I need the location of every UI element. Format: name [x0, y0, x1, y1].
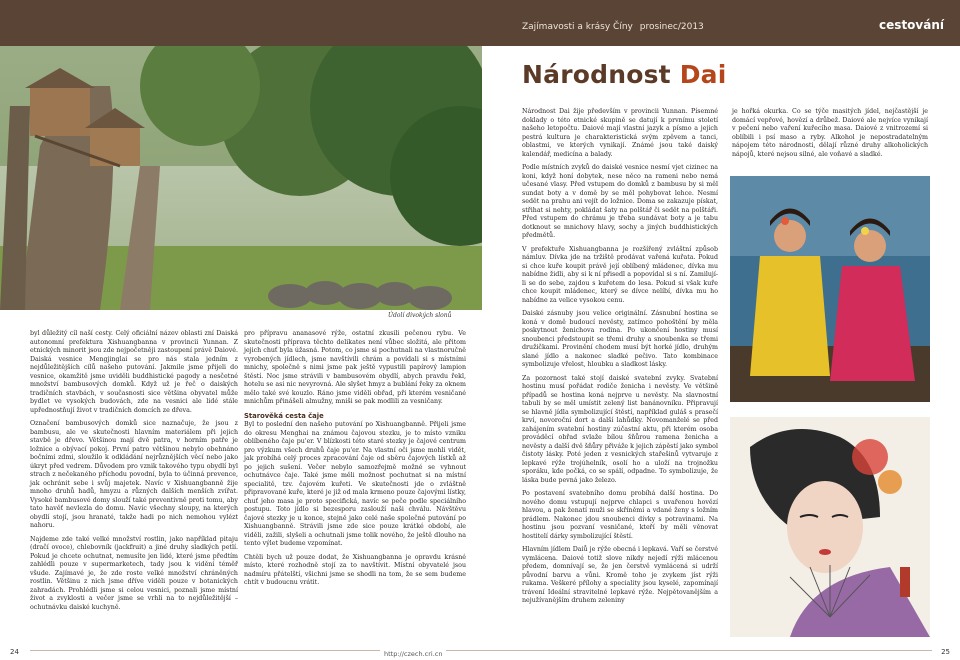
dai-girls-photo	[730, 176, 930, 402]
page-number-right: 25	[941, 648, 950, 656]
running-title: Zajímavosti a krásy Číny	[522, 22, 633, 32]
portrait-painting	[730, 417, 930, 637]
paragraph: Hlavním jídlem Daiů je rýže obecná i lepkavá. Vaří se čerstvé vymlácena. Daiové totiž slove nikdy nejedí rýži mlácenou předem, domnívají se, že jen čerstvě vymlácená si udrží původní barvu a vůni. Kromě toho je zvykem jíst rýži rukama. Veškeré přílohy a speciality jsou kyselé, zapomínají trávení Ideální stravitelné lepkavé rýže. Nejpětovanějším a nejužívanějším druhem zeleniny	[522, 546, 718, 604]
paragraph: Najdeme zde také velké množství rostlin, jako například pitaju (dračí ovoce), chlebovník (jackfruit) a jiné druhy sladkých petlí. Pokud je chcete ochutnat, nemusíte jen lidé, které jsme předtím zahlédli pouze v supermarketech, tady jsou k vidění téměř všude. Zajímavé je, že zde roste velké množství chráněných rostlin. Většinu z nich jsme dříve viděli pouze v botanických zahradách. Prohlédli jsme si celou vesnici, poznali jsme místní život a zvyklosti a večer jsme se vrhli na to nejdůležitější – ochutnávku daiské kuchyně.	[30, 535, 238, 611]
article-title	[522, 60, 727, 89]
page-number-left: 24	[10, 648, 19, 656]
text-column-3	[522, 108, 718, 611]
photo-caption: Údolí divokých slonů	[388, 312, 452, 319]
paragraph: Po postavení svatebního domu probíhá další hostina. Do nového domu vstupují nejprve chlapci s uvařenou hovězí hlavou, a pak ženatí muži se skříněmi a vdané ženy s ložním prádlem. Nakonec jdou snoubenci dívky s potravinami. Na hostinu jsou pozvaní vesničané, kteří by měli věnovat hostitelí dárky symbolizující štěstí.	[522, 490, 718, 540]
paragraph: Národnost Dai žije především v provincii Yunnan. Písemné doklady o této etnické skupině se datují k prvnímu století našeho letopočtu. Daiové mají vlastní jazyk a písmo a jejich pestrá kultura je charakteristická svým zpěvem a tanci, oblastmi, ve kterých vynikají. Známé jsou také daiský kalendář, medicína a balady.	[522, 108, 718, 158]
header-bar	[0, 0, 960, 46]
paragraph: Podle místních zvyků do daiské vesnice nesmí vjet cizinec na koni, když honí dobytek, nese něco na rameni nebo nemá učesané vlasy. Před vstupem do domků z bambusu by si měl sundat boty a v domě by se měl pohybovat lehce. Nesmí sedět na prahu ani vejít do ložnice. Doma se zakazuje pískat, střihat si nehty, pokládat šaty na polštář či sedět na polštáři. Před vstupem do chrámu je třeba sundávat boty a je tabu dotknout se mnichovy hlavy, sochy a jiných buddhistických předmětů.	[522, 164, 718, 239]
running-header	[522, 22, 708, 32]
text-column-2	[244, 330, 466, 593]
issue-date: prosinec/2013	[639, 22, 704, 32]
paragraph: je hořká okurka. Co se týče masitých jídel, nejčastější je domácí vepřové, hovězí a drůbež. Daiové ale nejvíce vynikají v pečení nebo vaření kuřecího masa. Daiové z vnitrozemí si oblíbili i psí maso a ryby. Alkohol je nepostradatelným nápojem této národnosti, dělají různé druhy alkoholických nápojů, které nejsou silné, ale voňavé a sladké.	[732, 108, 928, 158]
treehouse-photo	[0, 46, 482, 310]
paragraph: Chtěli bych už pouze dodat, že Xishuangbanna je opravdu krásné místo, které rozhodně stojí za to navštívit. Místní obyvatelé jsou nadmíru přátelští, všichni jsme se shodli na tom, že se sem budeme chtít v budoucnu vrátit.	[244, 553, 466, 586]
title-accent: Dai	[679, 60, 727, 89]
footer-rule	[30, 650, 932, 651]
paragraph: V prefektuře Xishuangbanna je rozšířený zvláštní způsob námluv. Dívka jde na tržiště prodávat vařená kuřata. Pokud si chce kuře koupit právě její oblíbený mládenec, dívka mu nabídne židli, aby si k ní přisedl a popovídal si s ní. Zamilují-li se do sebe, zajdou s kuřetem do lesa. Pokud si však kuře chce koupit mládenec, který se dívce nelíbí, dívka mu ho nabídne za velice vysokou cenu.	[522, 245, 718, 304]
paragraph: Byl to poslední den našeho putování po Xishuangbanně. Přijeli jsme do okresu Menghai na známou čajovou stezku, je to místo vzniku oblíbeného čaje pu'er. V blízkosti této staré stezky je čajové centrum pro výzkum všech druhů čaje pu'er. Na vlastní oči jsme mohli vidět, jak probíhá celý proces zpracování čaje od sběru čajových lístků až po jejich sušení. Večer nebylo samozřejmě možné se vyhnout ochutnávce čaje. Také jsme měli možnost pochutnat si na místní specialitě, tzv. čajovém kuřeti. Ve skutečnosti jde o zvláštně připravované kuře, které je již od mala krmeno pouze čajovými lístky, chuť jeho masa je proto specifická, navíc se peče podle speciálního postupu. Toto jídlo si bezesporu zaslouží naši chválu. Návštěvu čajové stezky je u konce, stejně jako celé naše společné putování po Xishuangbanně. Strávili jsme zde sice pouze krátké období, ale viděli, zažili, slyšeli a ochutnali jsme tolik nového, že ještě dlouho na tento výlet budeme vzpomínat.	[244, 421, 466, 547]
paragraph: byl důležitý cíl naší cesty. Celý oficiální název oblasti zní Daiská autonomní prefektura Xishuangbanna v provincii Yunnan. Z etnických minorit jsou zde nejpočetněji zastoupení právě Daiové. Daiská vesnice Mengjinglai se pro nás stala jedním z nejdůležitějších cílů našeho putování. Jakmile jsme přijeli do vesnice, okamžitě jsme uviděli buddhistické pagody a nesčetné množství bambusových domků. Když už je řeč o daiských tradičních stavbách, v současnosti sice většina obyvatel může bydlet ve vysokých budovách, zde na vesnici ale lidé stále upřednostňují život v tradičních domcích ze dřeva.	[30, 330, 238, 414]
text-column-4	[732, 108, 928, 164]
footer-url[interactable]: http://czech.cri.cn	[380, 650, 446, 658]
subheading: Starověká cesta čaje	[244, 411, 324, 420]
section-label: cestování	[879, 18, 944, 32]
paragraph: pro přípravu ananasové rýže, ostatní zkusili pečenou rybu. Ve skutečnosti příprava těchto delikates není vůbec složitá, ale přitom jejich chuť byla úžasná. Potom, co jsme si pochutnali na vlastnoručně vyrobených jídlech, jsme navštívili chrám a povídali si s místními mnichy, společně s nimi jsme pak ještě vypustili papírový lampion štěstí. Noc jsme strávili v bambusovém obydlí, abych pravdu řekl, hotelu se asi nic nevyrovná. Ale slyšet hmyz a bublání řeky za oknem mělo také své kouzlo. Ráno jsme viděli obřad, při kterém vesničané mnichům přinášeli almužny, mniši se pak modlili za vesničany.	[244, 330, 466, 405]
text-column-1	[30, 330, 238, 617]
paragraph: Za pozornost také stojí daiské svatební zvyky. Svatební hostinu musí pořádat rodiče ženicha i nevěsty. Ve většině případů se hostina koná nejprve u nevěsty. Na slavnostní tabuli by se měl umístit zelený list banánovníku. Připravují se hlavně jídla symbolizující štěstí, například guláš s prasečí krví, novoroční dort a další lahůdky. Novomanželé se před zahájením svatební hostiny zúčastní aktu, při kterém osoba prováděcí obřad svlaže bílou šňůrou ramena ženicha a nevěsty a další dvě šňůry přiváže k jejich zápěstí jako symbol čistoty lásky. Poté jeden z vesnických stařešinů vytvaruje z lepkavé rýže trojúhelník, osolí ho a uloží na trojnožku sporáku, kde počká, co se spálí, odpadne. To symbolizuje, že láska bude pevná jako železo.	[522, 374, 718, 484]
title-main: Národnost	[522, 60, 680, 89]
paragraph: Označení bambusových domků sice naznačuje, že jsou z bambusu, ale ve skutečnosti hlavním materiálem při jejich stavbě je dřevo. Většinou mají dvě patra, v horním patře je ložnice a obývací pokoj. První patro většinou nebylo obehnáno bočními zdmi, sloužilo k odkládání nejrůznějších věcí nebo jako úkryt před vedrem. Důvodem pro vznik takového typu obydlí byl strach z nečekaného příchodu povodní, byla to účinná prevence, jak ochránit sebe i svůj majetek. Navíc v Xishuangbanně žije mnoho druhů hadů, hmyzu a různých dalších menších zvířat. Vysoké bambusové domy slouží také preventivně proti tomu, aby tato havěť nevlezla do domu. Navíc všechny sloupy, na kterých obydlí stojí, jsou hranaté, takže hadi po nich nemohou vylézt nahoru.	[30, 420, 238, 529]
paragraph: Daiské zásnuby jsou velice originální. Zásnubní hostina se koná v domě budoucí nevěsty, zatímco pohoštění by měla poskytnout ženichova rodina. Po ukončení hostiny musí snoubenci předstoupit se třemi druhy a snoubenka se třemi družičkami. Provinění chodem musí být horké jídlo, druhým slané jídlo a nakonec sladké pečivo. Tato kombinace symbolizuje vřelost, hloubku a sladkost lásky.	[522, 310, 718, 368]
